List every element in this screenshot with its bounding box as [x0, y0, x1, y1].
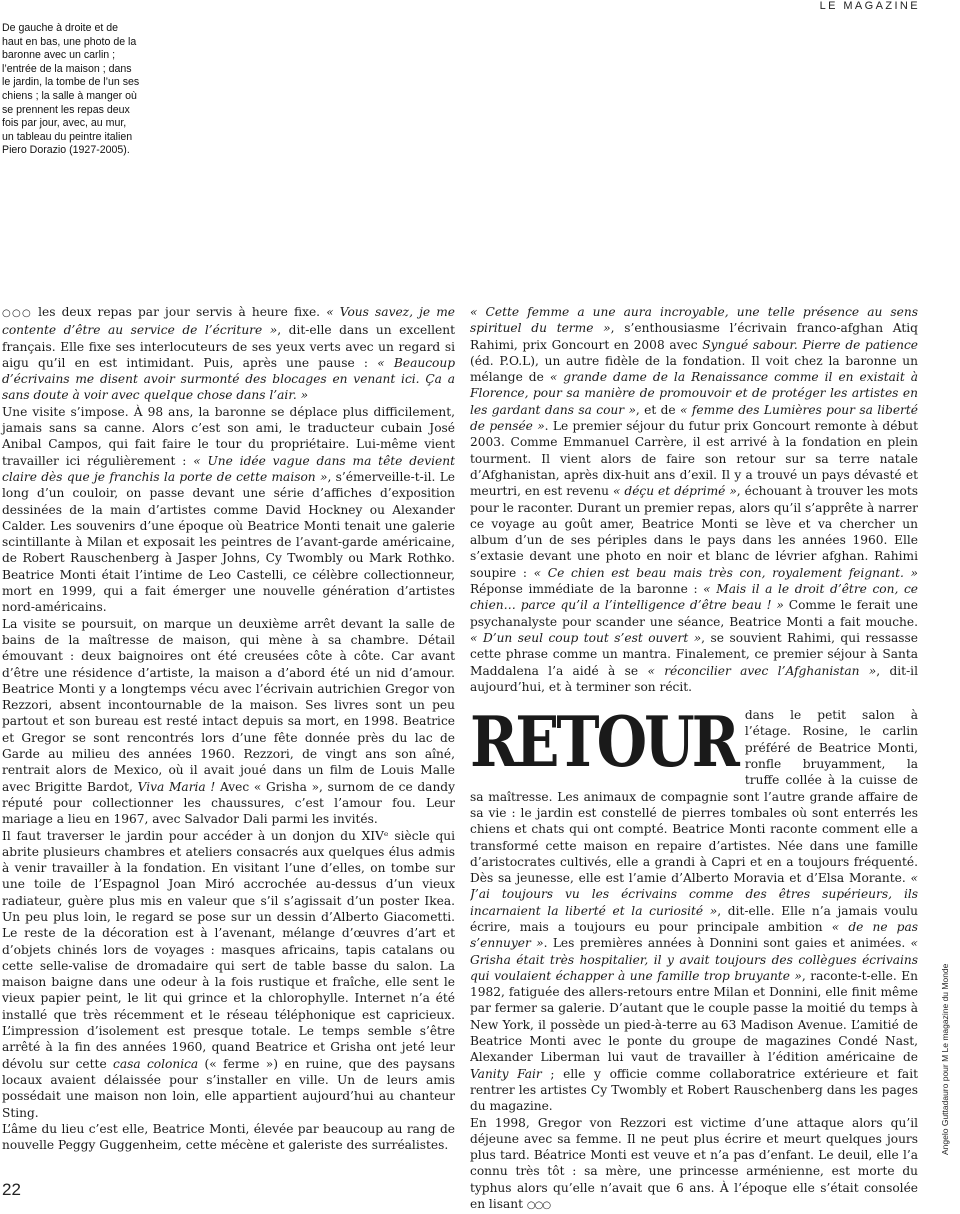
- article-paragraph: [2, 404, 455, 616]
- page-number: 22: [2, 1180, 21, 1199]
- text-run: ; elle y officie comme collaboratrice extérieure et fait rentrer les artistes Cy Twombly et Robert Rauschenberg dans les pages du magazine.: [470, 1066, 918, 1114]
- ornament-circles-icon: ○○○: [526, 1200, 551, 1212]
- quote: « Mais il a le droit d’être con, ce chien… parce qu’il a l’intelligence d’être beau ! »: [470, 582, 918, 613]
- quote: « de ne pas s’ennuyer »: [470, 919, 918, 951]
- dropcap-heading: RETOUR: [470, 707, 737, 783]
- text-run: , s’émerveille-t-il. Le long d’un couloir, on passe devant une série d’affiches d’exposition dessinées de la main d’artistes comme David Hockney ou Alexander Calder. Les souvenirs d’une époque où Beatrice Monti tenait une galerie scintillante à Milan et exposait les peintres de l’avant-garde américaine, de Robert Rauschenberg à Jasper Johns, Cy Twombly ou Mark Rothko. Beatrice Monti était l’intime de Leo Castelli, ce célèbre collectionneur, mort en 1999, qui a fait émerger une nouvelle génération d’artistes nord-américains.: [2, 469, 455, 615]
- text-run: Comme le ferait une psychanalyste pour scander une séance, Beatrice Monti a fait mouche.: [470, 598, 918, 629]
- text-run: Avec « Grisha », surnom de ce dandy réputé pour collectionner les chaussures, c’est l’amour fou. Leur mariage a lieu en 1967, avec Salvador Dali parmi les invités.: [2, 779, 455, 827]
- text-run: En 1998, Gregor von Rezzori est victime d’une attaque alors qu’il déjeune avec sa femme. Il ne peut plus écrire et meurt quelques jours plus tard. Béatrice Monti est veuve et n’a pas d’enfant. Le deuil, elle l’a connu très tôt : sa mère, une princesse arménienne, est morte du typhus alors qu’elle n’avait que 6 ans. À l’époque elle s’était consolée en lisant: [470, 1115, 918, 1212]
- film-title: Viva Maria !: [137, 779, 216, 794]
- quote: « D’un seul coup tout s’est ouvert »: [470, 630, 702, 645]
- quote: « déçu et déprimé »: [612, 484, 737, 499]
- article-paragraph: [470, 1115, 918, 1214]
- quote: « Grisha était très hospitalier, il y avait toujours des collègues écrivains qui voulaient échapper à une famille trop bruyante »: [470, 936, 918, 983]
- ornament-circles-icon: ○○○: [2, 308, 32, 319]
- retour-section: [470, 707, 918, 1214]
- book-title: Syngué sabour. Pierre de patience: [702, 337, 918, 352]
- quote: « Vous savez, je me contente d’être au service de l’écriture »: [2, 305, 456, 338]
- text-run: Réponse immédiate de la baronne :: [470, 582, 704, 597]
- text-run: La visite se poursuit, on marque un deuxième arrêt devant la salle de bains de la maîtresse de maison, qui mène à sa chambre. Détail émouvant : deux baignoires ont été creusées côte à côte. Car avant d’être une résidence d’artiste, la maison a d’abord été un nid d’amour. Beatrice Monti y a longtemps vécu avec l’écrivain autrichien Gregor von Rezzori, absent incontournable de la maison. Ses livres sont un peu partout et son bureau est resté intact depuis sa mort, en 1998. Beatrice et Gregor se sont rencontrés lors d’une fête donnée près du lac de Garde au milieu des années 1960. Rezzori, de vingt ans son aîné, rentrait alors de Mexico, où il avait joué dans un film de Louis Malle avec Brigitte Bardot,: [2, 616, 455, 794]
- article-paragraph: [2, 828, 455, 1121]
- text-run: , s’enthousiasme l’écrivain franco-afghan Atiq Rahimi, prix Goncourt en 2008 avec: [470, 321, 918, 352]
- text-run: les deux repas par jour servis à heure fixe.: [38, 305, 327, 319]
- article-paragraph: [2, 616, 455, 828]
- text-run: dans le petit salon à l’étage. Rosine, le carlin préféré de Beatrice Monti, ronfle bruyamment, la truffe collée à la cuisse de sa maîtresse. Les animaux de compagnie sont l’autre grande affaire de sa vie : le jardin est constellé de pierres tombales où sont enterrés les chiens et chats qui ont compté. Beatrice Monti raconte comment elle a transformé cette maison en repaire d’artistes. Née dans une famille d’aristocrates cultivés, elle a grandi à Capri et en a toujours fréquenté. Dès sa jeunesse, elle est l’amie d’Alberto Moravia et d’Elsa Morante.: [470, 708, 918, 886]
- quote: « grande dame de la Renaissance comme il en existait à Florence, pour sa manière de promouvoir et de protéger les artistes en les gardant dans sa cour »: [470, 370, 918, 417]
- text-run: . Les premières années à Donnini sont gaies et animées.: [543, 936, 911, 951]
- text-run: . Le premier séjour du futur prix Goncourt remonte à début 2003. Comme Emmanuel Carrère, il est arrivé à la fondation en plein tourment. Il vient alors de faire son retour sur sa terre natale d’Afghanistan, après dix-huit ans d’exil. Il y a trouvé un pays dévasté et meurtri, en est revenu: [470, 419, 918, 499]
- quote: « Beaucoup d’écrivains me disent avoir surmonté des blocages en venant ici. Ça a sans doute à voir avec quelque chose dans l’air. »: [2, 355, 456, 403]
- article-paragraph: [2, 304, 455, 404]
- article-column-left: [2, 304, 455, 1153]
- quote: « réconcilier avec l’Afghanistan »: [647, 663, 877, 678]
- text-run: , dit-elle. Elle n’a jamais voulu écrire, mais a toujours eu pour principale ambition: [470, 903, 918, 934]
- quote: « Une idée vague dans ma tête devient claire dès que je franchis la porte de cette maison »: [2, 453, 455, 484]
- article-column-right: [470, 304, 918, 1214]
- photo-caption: De gauche à droite et de haut en bas, une photo de la baronne avec un carlin ; l’entrée de la maison ; dans le jardin, la tombe de l’un ses chiens ; la salle à manger où se prennent les repas deux fois par jour, avec, au mur, un tableau du peintre italien Piero Dorazio (1927-2005).: [2, 22, 140, 157]
- text-run: , et de: [635, 402, 681, 417]
- text-run: , dit-elle dans un excellent français. Elle fixe ses interlocuteurs de ses yeux verts avec un regard si aigu qu’il en est intimidant. Puis, après une pause :: [2, 323, 455, 370]
- italic-term: casa colonica: [113, 1056, 199, 1071]
- text-run: , échouant à trouver les mots pour le raconter. Durant un premier repas, alors qu’il s’apprête à narrer ce voyage au goût amer, Beatrice Monti se lève et va chercher un album d’un de ses périples dans le pays dans les années 1960. Elle s’extasie devant une photo en noir et blanc de lévrier afghan. Rahimi soupire :: [470, 484, 918, 580]
- text-run: (« ferme ») en ruine, que des paysans locaux avaient délaissée pour s’installer en ville. Un de leurs amis possédait une maison non loin, elle appartient aujourd’hui au chanteur Sting.: [2, 1056, 455, 1120]
- text-run: (éd. P.O.L), un autre fidèle de la fondation. Il voit chez la baronne un mélange de: [470, 353, 918, 385]
- text-run: Il faut traverser le jardin pour accéder à un donjon du XIVᵉ siècle qui abrite plusieurs chambres et ateliers consacrés aux quelques élus admis à venir travailler à la fondation. En visitant l’une d’elles, on tombe sur une toile de l’Espagnol Joan Miró accrochée au-dessus d’un vieux radiateur, guère plus mis en valeur que s’il s’agissait d’un poster Ikea. Un peu plus loin, le regard se pose sur un dessin d’Alberto Giacometti. Le reste de la décoration est à l’avenant, mélange d’œuvres d’art et d’objets chinés lors de voyages : masques africains, tapis catalans ou cette selle-valise de dromadaire qui sert de table basse du salon. La maison baigne dans une odeur à la fois rustique et fraîche, elle sent le vieux papier peint, le lit qui grince et la chlorophylle. Internet n’a été installé que très récemment et le réseau téléphonique est capricieux. L’impression d’isolement est presque totale. Le temps semble s’être arrêté à la fin des années 1960, quand Beatrice et Grisha ont jeté leur dévolu sur cette: [2, 828, 455, 1071]
- photo-credit: Angelo Guttadauro pour M Le magazine du Monde: [940, 963, 950, 1155]
- quote: « J’ai toujours vu les écrivains comme des êtres supérieurs, ils incarnaient la liberté et la curiosité »: [470, 871, 918, 918]
- text-run: , dit-il aujourd’hui, et à terminer son récit.: [470, 663, 918, 694]
- text-run: Une visite s’impose. À 98 ans, la baronne se déplace plus difficilement, jamais sans sa canne. Alors c’est son ami, le traducteur cubain José Anibal Campos, qui fait faire le tour du propriétaire. Lui-même vient travailler ici régulièrement :: [2, 404, 455, 468]
- magazine-title: Vanity Fair: [470, 1066, 542, 1081]
- text-run: , raconte-t-elle. En 1982, fatiguée des allers-retours entre Milan et Donnini, elle finit même par fermer sa galerie. D’autant que le couple passe la moitié du temps à New York, il possède un pied-à-terre au 63 Madison Avenue. L’amitié de Beatrice Monti avec le ponte du groupe de magazines Condé Nast, Alexander Liberman lui vaut de travailler à l’édition américaine de: [470, 968, 918, 1065]
- section-header: LE MAGAZINE: [819, 0, 920, 12]
- article-paragraph: L’âme du lieu c’est elle, Beatrice Monti, élevée par beaucoup au rang de nouvelle Peggy Guggenheim, cette mécène et galeriste des surréalistes.: [2, 1121, 455, 1153]
- quote: « Cette femme a une aura incroyable, une telle présence au sens spirituel du terme »: [470, 305, 918, 336]
- quote: « femme des Lumières pour sa liberté de pensée »: [470, 402, 918, 434]
- text-run: , se souvient Rahimi, qui ressasse cette phrase comme un mantra. Finalement, ce premier séjour à Santa Maddalena l’a aidé à se: [470, 630, 919, 678]
- article-paragraph: [470, 304, 918, 695]
- quote: « Ce chien est beau mais très con, royalement feignant. »: [533, 565, 918, 580]
